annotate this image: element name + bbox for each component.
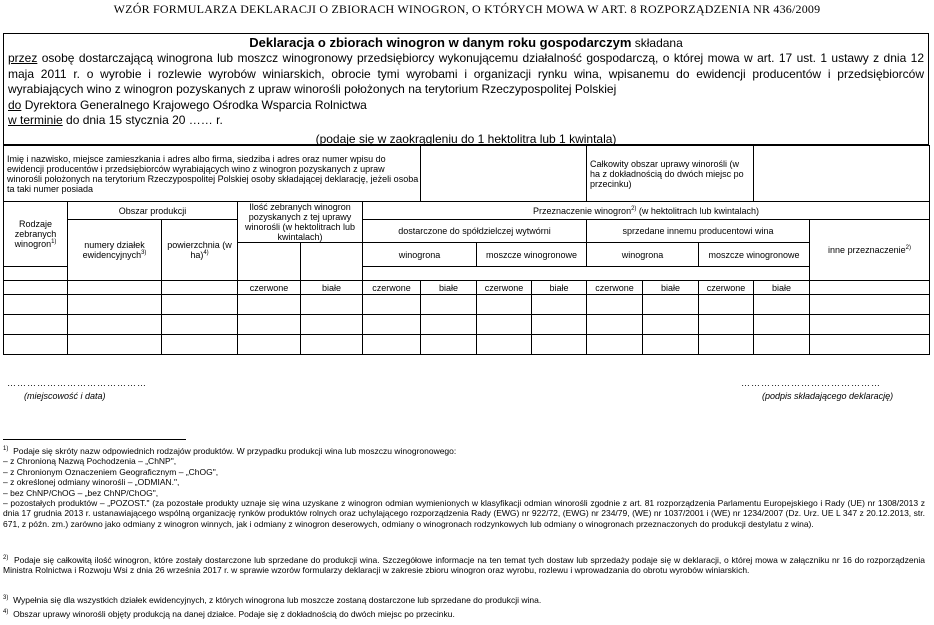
place-date-dots[interactable]: …………………………………… xyxy=(7,378,147,388)
col-header-sold-grapes: winogrona xyxy=(587,243,699,267)
table-cell[interactable] xyxy=(532,315,587,335)
table-cell[interactable] xyxy=(4,335,68,355)
table-cell[interactable] xyxy=(699,315,754,335)
description-recipient: Dyrektora Generalnego Krajowego Ośrodka Wsparcia Rolnictwa xyxy=(21,97,367,112)
table-cell[interactable] xyxy=(532,335,587,355)
table-cell[interactable] xyxy=(754,315,810,335)
quantity-spacer xyxy=(238,243,301,281)
footnote-1-item: – bez ChNP/ChOG – „bez ChNP/ChOG", xyxy=(3,487,159,498)
total-area-value[interactable] xyxy=(754,146,930,202)
table-cell[interactable] xyxy=(587,315,643,335)
table-cell[interactable] xyxy=(162,335,238,355)
col-header-surface: powierzchnia (w ha)$^{4)}$ xyxy=(162,220,238,281)
do-keyword: do xyxy=(8,97,22,112)
table-cell[interactable] xyxy=(68,315,162,335)
other-spacer xyxy=(810,281,930,295)
table-cell[interactable] xyxy=(587,295,643,315)
table-cell[interactable] xyxy=(699,295,754,315)
table-row xyxy=(4,335,930,355)
table-cell[interactable] xyxy=(477,335,532,355)
col-header-other-destination: inne przeznaczenie$^{2)}$ xyxy=(810,220,930,281)
col-header-coop-grapes: winogrona xyxy=(363,243,477,267)
col-header-white: białe xyxy=(421,281,477,295)
place-date-label: (miejscowość i data) xyxy=(24,391,106,401)
footnote-2: $^{2)}$ Podaje się całkowitą ilość winogron, które zostały dostarczone lub sprzedane do produkcji wina. Szczegółowe informacje na ten temat tych dostaw lub sprzedaży podaje się w deklaracji, o której mowa w załączniku nr 16 do rozporządzenia Ministra Rolnictwa i Rozwoju Wsi z dnia 26 września 2017 r. w sprawie wzorów formularzy deklaracji w zakresie zbioru winogron oraz wyrobu, rozlewu i wprowadzania do obrotu wyrobów winiarskich. xyxy=(3,555,925,576)
footnote-4: $^{4)}$ Obszar uprawy winorośli objęty produkcją na danej działce. Podaje się z dokładnością do dwóch miejsc po przecinku. xyxy=(3,609,455,619)
footnote-1-item: – z określonej odmiany winorośli – „ODMIAN.", xyxy=(3,477,180,488)
form-template-header: WZÓR FORMULARZA DEKLARACJI O ZBIORACH WINOGRON, O KTÓRYCH MOWA W ART. 8 ROZPORZĄDZENIA NR 436/2009 xyxy=(113,2,821,16)
col-header-white: białe xyxy=(301,281,363,295)
col-header-red: czerwone xyxy=(699,281,754,295)
varieties-spacer xyxy=(4,281,68,295)
declaration-title-box xyxy=(3,33,929,145)
table-cell[interactable] xyxy=(301,335,363,355)
footnote-3: $^{3)}$ Wypełnia się dla wszystkich działek ewidencyjnych, z których winogrona lub moszcze zostaną dostarczone lub sprzedane do produkcji wina. xyxy=(3,595,542,605)
footnote-divider xyxy=(3,439,186,440)
przez-keyword: przez xyxy=(8,51,38,65)
footnote-1: $^{1)}$ Podaje się skróty nazw odpowiednich rodzajów produktów. W przypadku produkcji wina lub moszczu winogronowego: – z Chronioną Nazwą Pochodzenia – „ChNP", – z Chronionym Oznaczeniem Geograficznym – „ChOG", – z określonej odmiany winorośli – „ODMIAN.", – bez ChNP/ChOG – „bez ChNP/ChOG", – pozostałych produktów – „POZOST." (za pozostałe produkty uznaje się wina uzyskane z winogron odmian wymienionych w klasyfikacji odmian winorośli zgodnie z art. 81 rozporządzenia Parlamentu Europejskiego i Rady (UE) nr 1308/2013 z dnia 17 grudnia 2013 r. ustanawiającego wspólną organizację rynków produktów rolnych oraz uchylającego rozporządzenia Rady (EWG) nr 922/72, (EWG) nr 234/79, (WE) nr 1037/2001 i (WE) nr 1234/2007 (Dz. Urz. UE L 347 z 20.12.2013, str. 671, z późn. zm.) zarówno jako odmiany z winogron winnych, jak i odmiany z winogron deserowych, odmiany o winogronach rodzynkowych lub odmiany o winogronach przeznaczonych do produkcji destylatu z wina). xyxy=(3,446,925,529)
table-cell[interactable] xyxy=(238,295,301,315)
total-area-label: Całkowity obszar uprawy winorośli (w ha z dokładnością do dwóch miejsc po przecinku) xyxy=(587,146,754,202)
submitter-identity-label: Imię i nazwisko, miejsce zamieszkania i adres albo firma, siedziba i adres oraz numer wpisu do ewidencji producentów i przedsiębiorców wyrabiających wino z winogron pozyskanych z upraw winorośli położonych na terytorium Rzeczypospolitej Polskiej osoby składającej deklarację, jeżeli osoba ta taki numer posiada xyxy=(4,146,421,202)
table-cell[interactable] xyxy=(754,335,810,355)
col-header-white: białe xyxy=(532,281,587,295)
col-header-sold-must: moszcze winogronowe xyxy=(699,243,810,267)
table-cell[interactable] xyxy=(301,295,363,315)
footnote-1-item: – z Chronioną Nazwą Pochodzenia – „ChNP", xyxy=(3,456,177,467)
table-cell[interactable] xyxy=(301,315,363,335)
col-header-destination: Przeznaczenie winogron$^{2)}$ (w hektolitrach lub kwintalach) xyxy=(363,202,930,220)
table-cell[interactable] xyxy=(238,335,301,355)
table-cell[interactable] xyxy=(477,315,532,335)
declaration-title: Deklaracja o zbiorach winogron w danym roku gospodarczym xyxy=(249,35,632,50)
rounding-note: (podaje się w zaokrągleniu do 1 hektolitra lub 1 kwintala) xyxy=(315,132,617,146)
table-cell[interactable] xyxy=(643,315,699,335)
table-cell[interactable] xyxy=(68,335,162,355)
table-cell[interactable] xyxy=(363,335,421,355)
deadline-keyword: w terminie xyxy=(8,113,63,128)
table-cell[interactable] xyxy=(699,335,754,355)
table-cell[interactable] xyxy=(810,315,930,335)
table-cell[interactable] xyxy=(238,315,301,335)
col-header-white: białe xyxy=(643,281,699,295)
table-cell[interactable] xyxy=(68,295,162,315)
col-header-cooperative: dostarczone do spółdzielczej wytwórni xyxy=(363,220,587,243)
col-header-red: czerwone xyxy=(477,281,532,295)
table-cell[interactable] xyxy=(643,335,699,355)
table-cell[interactable] xyxy=(810,295,930,315)
declaration-description xyxy=(8,51,924,129)
table-cell[interactable] xyxy=(532,295,587,315)
footnote-1-item: – z Chronionym Oznaczeniem Geograficznym – „ChOG", xyxy=(3,466,219,477)
table-row xyxy=(4,315,930,335)
table-cell[interactable] xyxy=(4,315,68,335)
col-header-production-area: Obszar produkcji xyxy=(68,202,238,220)
harvest-table xyxy=(3,145,930,355)
col-header-white: białe xyxy=(754,281,810,295)
table-cell[interactable] xyxy=(162,315,238,335)
col-header-harvest-quantity: Ilość zebranych winogron pozyskanych z tej uprawy winorośli (w hektolitrach lub kwintalach) xyxy=(238,202,363,243)
description-submitter: osobę dostarczającą winogrona lub moszcz winogronowy przedsiębiorcy wykonującemu działalność gospodarczą, o której mowa w art. 17 ust. 1 ustawy z dnia 12 maja 2011 r. o wyrobie i rozlewie wyrobów winiarskich, obrocie tymi wyrobami i organizacji rynku wina, wpisanemu do ewidencji producentów i przedsiębiorców wyrabiających wino z winogron pozyskanych z upraw winorośli położonych na terytorium Rzeczypospolitej Polskiej xyxy=(8,51,924,97)
table-cell[interactable] xyxy=(162,295,238,315)
table-cell[interactable] xyxy=(421,295,477,315)
surface-spacer xyxy=(162,281,238,295)
col-header-red: czerwone xyxy=(587,281,643,295)
varieties-spacer xyxy=(4,267,68,281)
col-header-parcel-numbers: numery działek ewidencyjnych$^{3)}$ xyxy=(68,220,162,281)
col-header-red: czerwone xyxy=(363,281,421,295)
col-header-coop-must: moszcze winogronowe xyxy=(477,243,587,267)
signature-label: (podpis składającego deklarację) xyxy=(762,391,894,401)
table-cell[interactable] xyxy=(754,295,810,315)
quantity-spacer xyxy=(301,243,363,281)
table-row xyxy=(4,295,930,315)
table-cell[interactable] xyxy=(421,315,477,335)
table-cell[interactable] xyxy=(363,295,421,315)
table-cell[interactable] xyxy=(587,335,643,355)
col-header-red: czerwone xyxy=(238,281,301,295)
col-header-varieties: Rodzaje zebranych winogron$^{1)}$ xyxy=(4,202,68,267)
table-cell[interactable] xyxy=(363,315,421,335)
table-cell[interactable] xyxy=(477,295,532,315)
table-cell[interactable] xyxy=(810,335,930,355)
footnote-1-item: – pozostałych produktów – „POZOST." (za pozostałe produkty uznaje się wina uzyskane z winogron odmian wymienionych w klasyfikacji odmian winorośli zgodnie z art. 81 rozporządzenia Parlamentu Europejskiego i Rady (UE) nr 1308/2013 z dnia 17 grudnia 2013 r. ustanawiającego wspólną organizację rynków produktów rolnych oraz uchylającego rozporządzenia Rady (EWG) nr 922/72, (EWG) nr 234/79, (WE) nr 1037/2001 i (WE) nr 1234/2007 (Dz. Urz. UE L 347 z 20.12.2013, str. 671, z późn. zm.) zarówno jako odmiany z winogron winnych, jak i odmiany z winogron deserowych, odmiany o winogronach rodzynkowych lub odmiany o winogronach przeznaczonych do produkcji destylatu z wina). xyxy=(3,498,925,529)
signature-dots[interactable]: …………………………………… xyxy=(741,378,881,388)
submitter-identity-value[interactable] xyxy=(421,146,587,202)
description-deadline: do dnia 15 stycznia 20 …… r. xyxy=(62,113,223,128)
table-cell[interactable] xyxy=(421,335,477,355)
parcels-spacer xyxy=(68,281,162,295)
col-header-other-producer: sprzedane innemu producentowi wina xyxy=(587,220,810,243)
table-cell[interactable] xyxy=(4,295,68,315)
table-cell[interactable] xyxy=(643,295,699,315)
declaration-title-suffix: składana xyxy=(631,36,683,50)
